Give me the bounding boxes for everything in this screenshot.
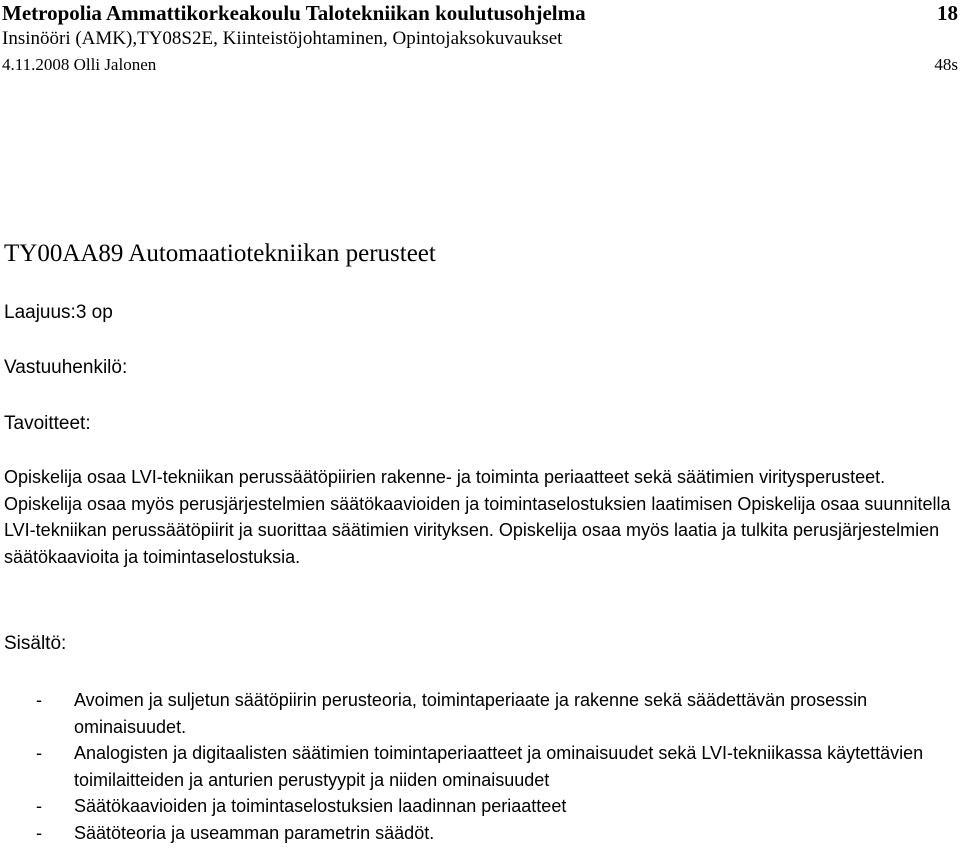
page-header [2, 0, 958, 78]
list-dash: - [36, 796, 42, 816]
date-author: 4.11.2008 Olli Jalonen [2, 55, 157, 74]
list-dash: - [36, 690, 42, 710]
semester-code: 48s [934, 55, 958, 74]
header-line-2 [2, 26, 958, 52]
list-item-text: Analogisten ja digitaalisten säätimien toimintaperiaatteet ja ominaisuudet sekä LVI-tekniikassa käytettävien toimilaitteiden ja anturien perustyypit ja niiden ominaisuudet [74, 743, 924, 790]
list-item-text: Säätöteoria ja useamman parametrin säädöt. [74, 822, 435, 843]
responsible-person-label: Vastuuhenkilö: [4, 357, 128, 378]
course-title: TY00AA89 Automaatiotekniikan perusteet [4, 240, 436, 267]
objectives-text: Opiskelija osaa LVI-tekniikan perussäätöpiirien rakenne- ja toiminta periaatteet sekä säätimien viritysperusteet. Opiskelija osaa myös perusjärjestelmien säätökaavioiden ja toimintaselostuksien laatimisen Opiskelija osaa suunnitella LVI-tekniikan perussäätöpiirit ja suorittaa säätimien virityksen. Opiskelija osaa myös laatia ja tulkita perusjärjestelmien säätökaavioita ja toimintaselostuksia. [4, 467, 951, 567]
list-item [4, 687, 954, 740]
header-line-3 [2, 52, 958, 78]
page-number: 18 [937, 1, 958, 25]
list-item-text: Säätökaavioiden ja toimintaselostuksien laadinnan periaatteet [74, 796, 567, 816]
list-dash: - [36, 822, 42, 843]
list-item-text: Avoimen ja suljetun säätöpiirin perusteoria, toimintaperiaate ja rakenne sekä säädettävän prosessin ominaisuudet. [74, 690, 868, 737]
list-item [4, 793, 954, 820]
list-item [4, 740, 954, 793]
institution-program: Metropolia Ammattikorkeakoulu Talotekniikan koulutusohjelma [2, 1, 586, 25]
list-dash: - [36, 743, 42, 763]
degree-info: Insinööri (AMK),TY08S2E, Kiinteistöjohtaminen, Opintojaksokuvaukset [2, 28, 563, 49]
contents-heading: Sisältö: [4, 633, 67, 654]
list-item [4, 820, 954, 847]
header-line-1 [2, 0, 958, 26]
course-scope: Laajuus:3 op [4, 302, 113, 323]
contents-list [4, 687, 954, 846]
objectives-heading: Tavoitteet: [4, 413, 91, 434]
